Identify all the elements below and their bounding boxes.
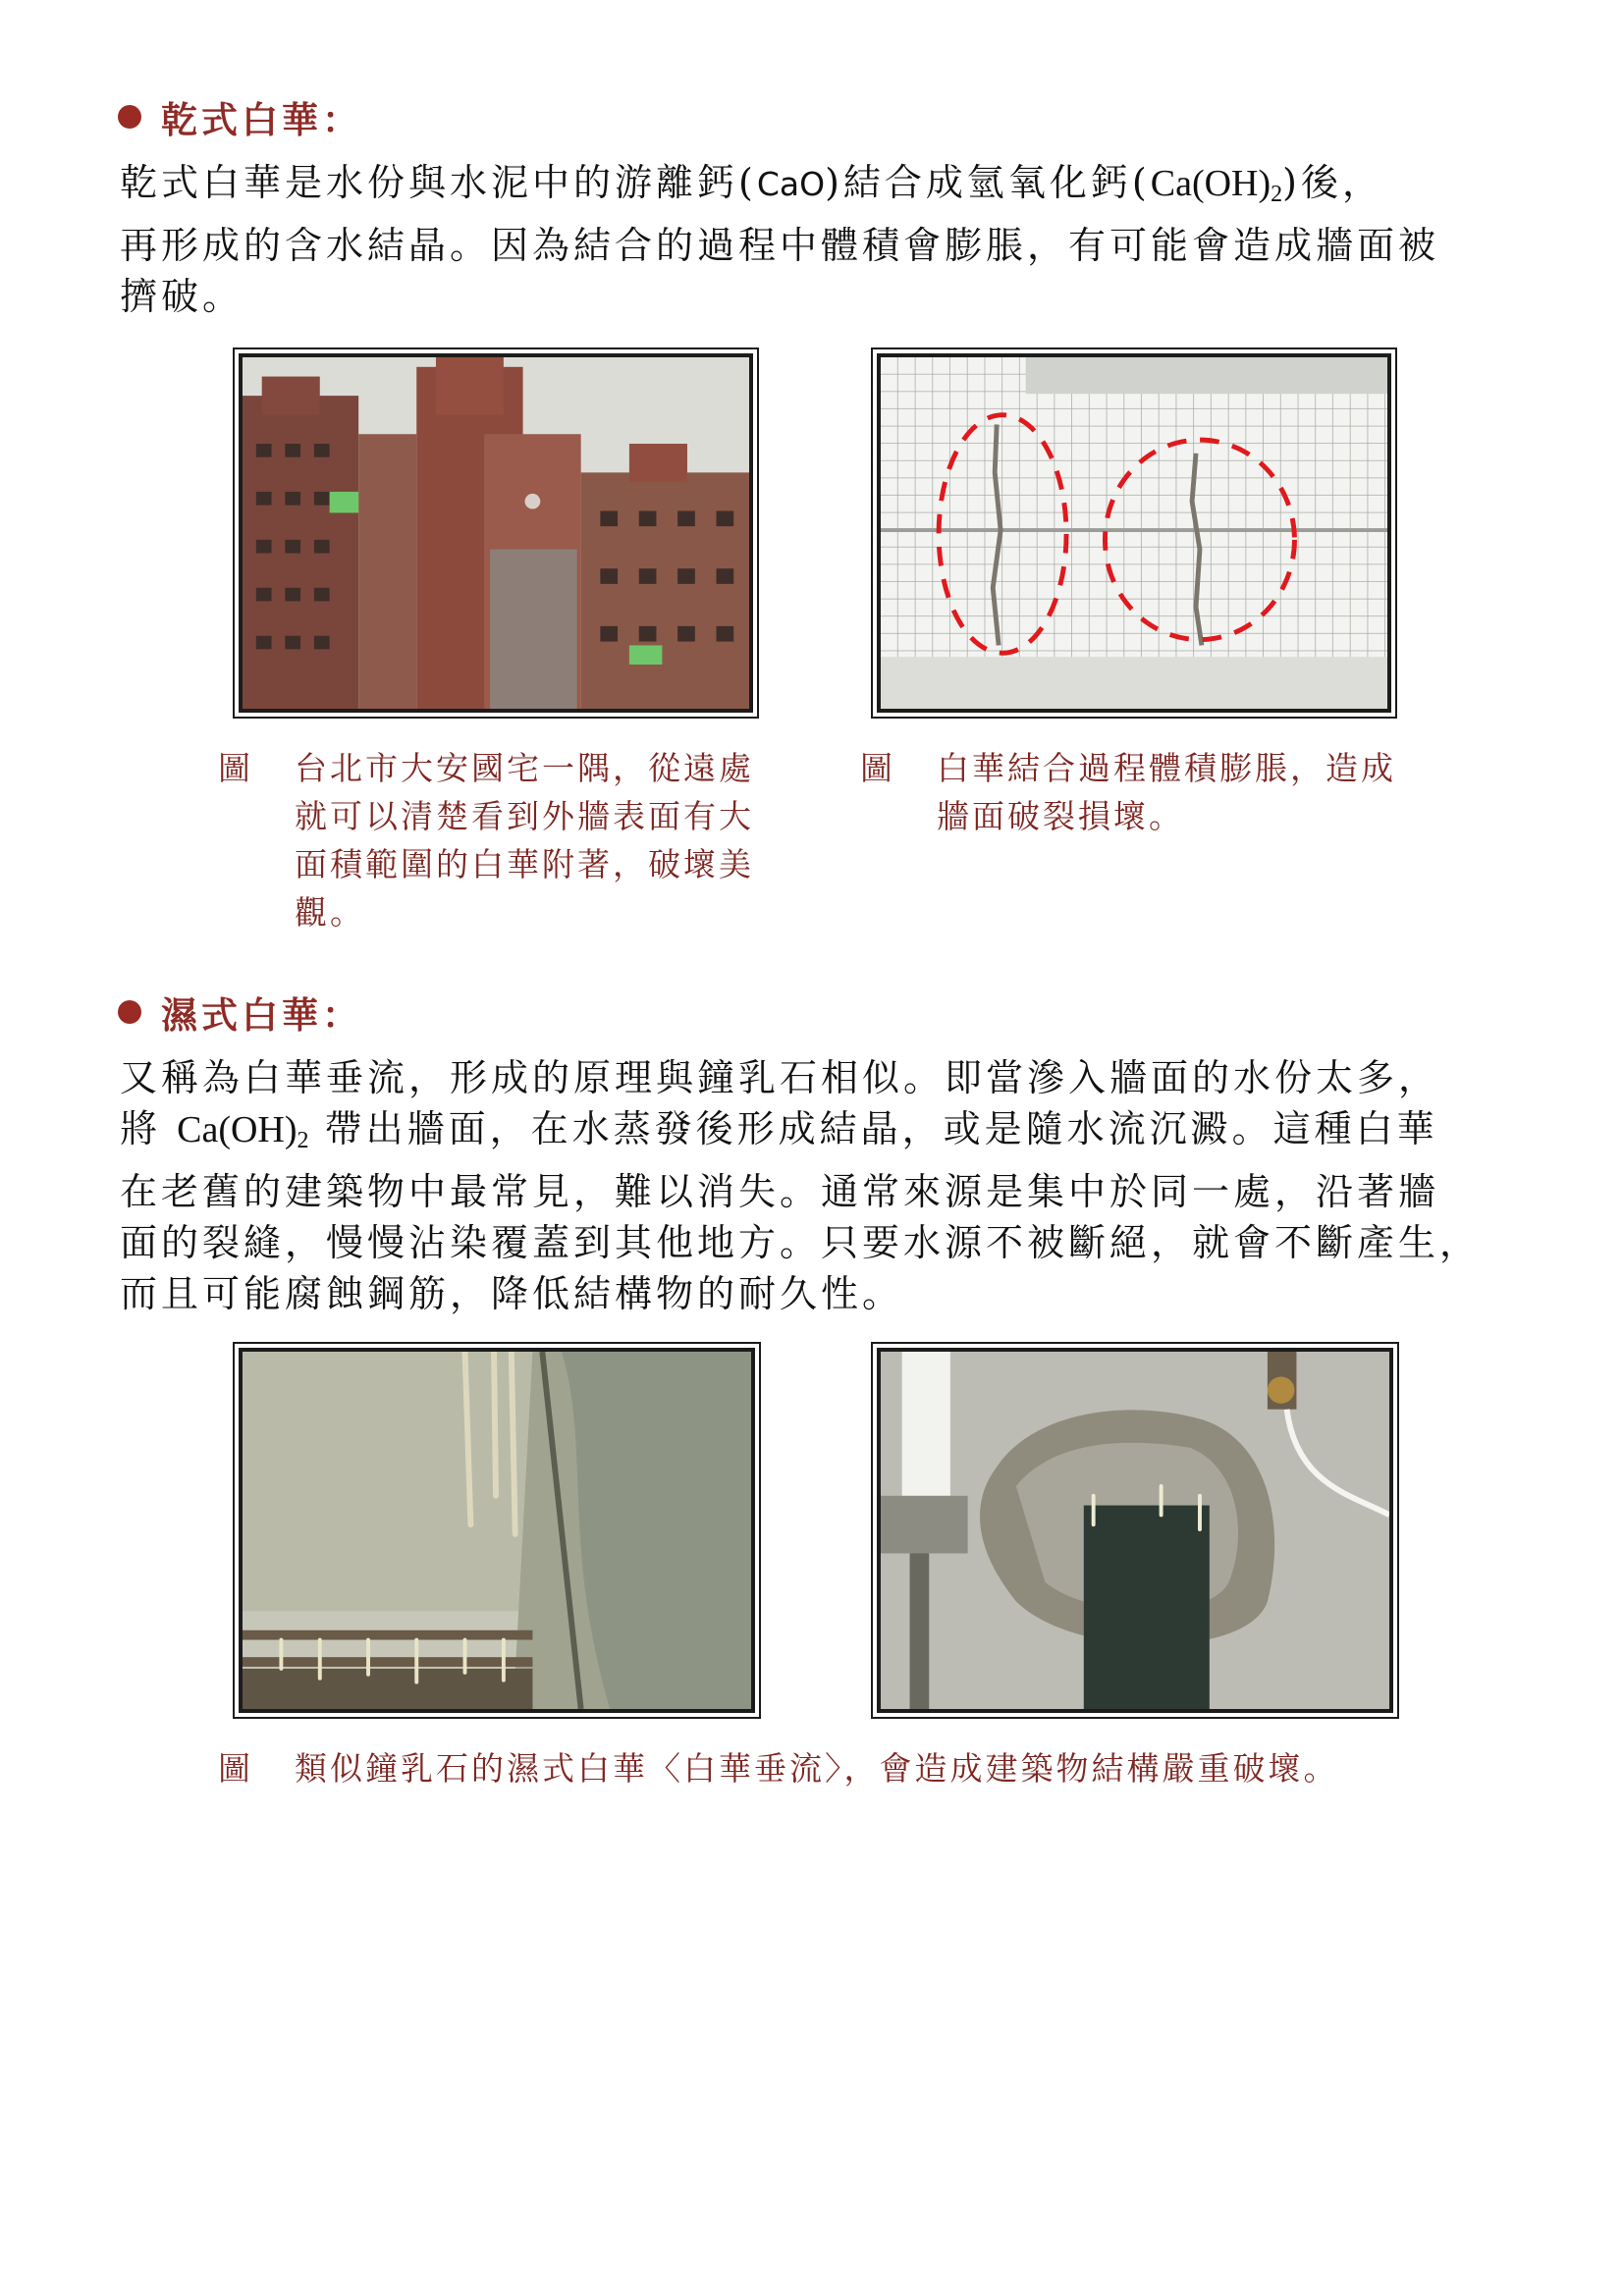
figure-caption — [218, 744, 785, 936]
text-run: 乾式白華是水份與水泥中的游離鈣( — [120, 161, 757, 204]
paragraph-line: 在老舊的建築物中最常見，難以消失。通常來源是集中於同一處，沿著牆 — [120, 1170, 1440, 1213]
bullet-icon — [118, 105, 141, 129]
text-run: )後， — [1282, 161, 1383, 204]
figure-caption — [860, 744, 1428, 840]
formula-caoh2: $Ca(OH)_2$ — [1150, 163, 1283, 207]
wet-efflorescence-paragraph — [120, 1052, 1514, 1319]
paragraph-line: 再形成的含水結晶。因為結合的過程中體積會膨脹，有可能會造成牆面被 — [120, 224, 1440, 267]
paragraph-line: 又稱為白華垂流，形成的原理與鐘乳石相似。即當滲入牆面的水份太多， — [120, 1056, 1440, 1099]
paragraph-line — [120, 157, 1514, 220]
photo-apartment-buildings — [239, 353, 753, 713]
heading-text: 乾式白華： — [161, 98, 362, 141]
section-heading-dry-efflorescence — [118, 90, 362, 143]
section-heading-wet-efflorescence — [118, 986, 362, 1039]
text-run: 帶出牆面，在水蒸發後形成結晶，或是隨水流沉澱。這種白華 — [324, 1107, 1438, 1150]
text-run: 將 — [120, 1107, 162, 1150]
photo-efflorescence-pipe-opening — [877, 1348, 1393, 1713]
paragraph-line — [120, 1103, 1514, 1166]
dry-efflorescence-paragraph — [120, 157, 1514, 322]
figure-caption-text: 類似鐘乳石的濕式白華〈白華垂流〉，會造成建築物結構嚴重破壞。 — [295, 1749, 1339, 1788]
formula-caoh2: $Ca(OH)_2$ — [177, 1109, 309, 1153]
figure-label: 圖 — [860, 749, 895, 787]
figure-caption-text: 白華結合過程體積膨脹，造成牆面破裂損壞。 — [937, 749, 1396, 835]
figure-caption — [218, 1744, 1571, 1792]
paragraph-line: 擠破。 — [120, 275, 244, 318]
paragraph-line: 而且可能腐蝕鋼筋，降低結構物的耐久性。 — [120, 1272, 904, 1315]
figure-label: 圖 — [218, 749, 253, 787]
heading-text: 濕式白華： — [161, 993, 362, 1037]
photo-efflorescence-dripping — [239, 1348, 755, 1713]
photo-cracked-tile-wall — [877, 353, 1391, 713]
bullet-icon — [118, 1000, 141, 1024]
text-run: )結合成氫氧化鈣( — [825, 161, 1151, 204]
figure-caption-text: 台北市大安國宅一隅，從遠處就可以清楚看到外牆表面有大面積範圍的白華附著，破壞美觀。 — [295, 749, 754, 932]
figure-label: 圖 — [218, 1749, 253, 1788]
paragraph-line: 面的裂縫，慢慢沾染覆蓋到其他地方。只要水源不被斷絕，就會不斷產生， — [120, 1221, 1482, 1264]
formula-cao: CaO — [756, 165, 826, 203]
